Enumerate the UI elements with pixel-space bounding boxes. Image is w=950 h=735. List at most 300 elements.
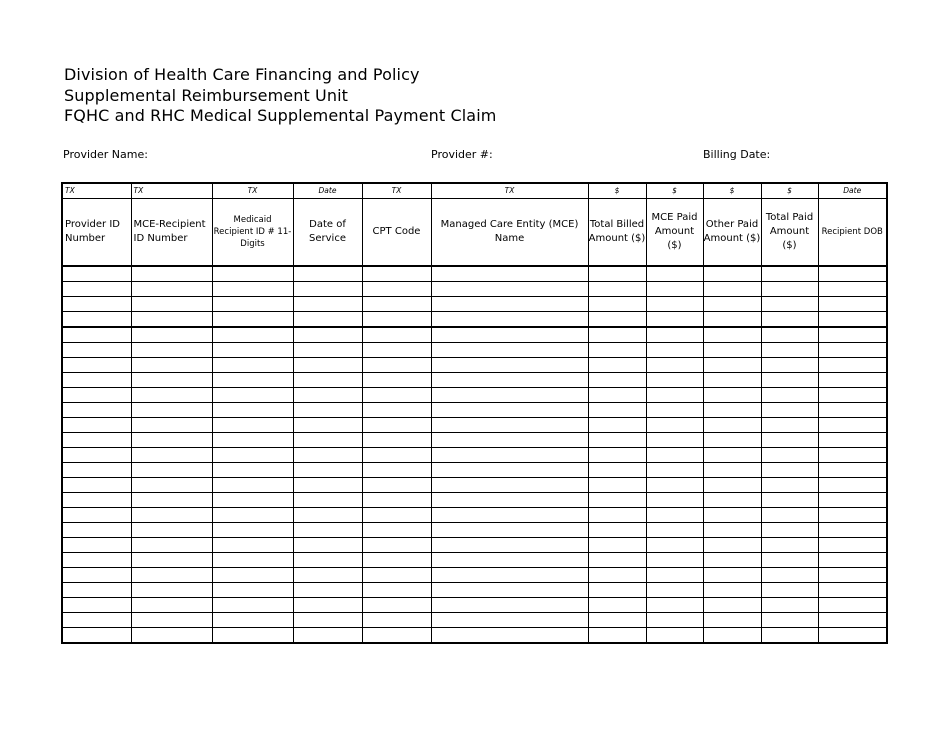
entry-cell[interactable] [62,433,131,448]
entry-cell[interactable] [212,538,293,553]
entry-cell[interactable] [646,418,703,433]
entry-cell[interactable] [131,327,212,343]
entry-cell[interactable] [431,266,588,282]
entry-cell[interactable] [703,448,761,463]
entry-cell[interactable] [62,448,131,463]
entry-cell[interactable] [703,358,761,373]
entry-cell[interactable] [62,373,131,388]
entry-cell[interactable] [362,312,431,328]
entry-cell[interactable] [131,448,212,463]
entry-cell[interactable] [646,493,703,508]
entry-cell[interactable] [588,628,646,644]
type-cell: Date [818,183,887,199]
entry-cell[interactable] [818,418,887,433]
column-header: Total Paid Amount ($) [761,199,818,267]
entry-cell[interactable] [761,538,818,553]
entry-cell[interactable] [646,523,703,538]
entry-cell[interactable] [588,418,646,433]
entry-cell[interactable] [646,478,703,493]
entry-cell[interactable] [362,538,431,553]
entry-cell[interactable] [362,282,431,297]
entry-cell[interactable] [703,343,761,358]
entry-cell[interactable] [588,373,646,388]
entry-cell[interactable] [131,297,212,312]
entry-cell[interactable] [761,433,818,448]
entry-cell[interactable] [62,388,131,403]
entry-cell[interactable] [293,327,362,343]
entry-cell[interactable] [293,433,362,448]
entry-cell[interactable] [588,388,646,403]
entry-cell[interactable] [761,312,818,328]
entry-cell[interactable] [212,568,293,583]
entry-cell[interactable] [212,403,293,418]
entry-cell[interactable] [818,403,887,418]
entry-cell[interactable] [818,508,887,523]
entry-cell[interactable] [62,598,131,613]
entry-cell[interactable] [588,553,646,568]
entry-cell[interactable] [703,523,761,538]
entry-cell[interactable] [818,628,887,644]
field-type-row [62,183,887,199]
entry-cell[interactable] [646,312,703,328]
entry-cell[interactable] [212,433,293,448]
entry-cell[interactable] [703,282,761,297]
column-header: Provider ID Number [62,199,131,267]
entry-cell[interactable] [362,358,431,373]
table-row [62,266,887,282]
entry-cell[interactable] [703,583,761,598]
entry-cell[interactable] [703,493,761,508]
entry-cell[interactable] [431,523,588,538]
entry-cell[interactable] [703,297,761,312]
entry-cell[interactable] [62,282,131,297]
entry-cell[interactable] [761,508,818,523]
entry-cell[interactable] [431,282,588,297]
entry-cell[interactable] [646,583,703,598]
table-row [62,568,887,583]
entry-cell[interactable] [293,553,362,568]
entry-cell[interactable] [588,568,646,583]
entry-cell[interactable] [62,463,131,478]
unit-title: Supplemental Reimbursement Unit [64,85,349,105]
entry-cell[interactable] [761,343,818,358]
entry-cell[interactable] [212,523,293,538]
entry-cell[interactable] [818,312,887,328]
entry-cell[interactable] [431,598,588,613]
entry-cell[interactable] [293,538,362,553]
entry-cell[interactable] [818,553,887,568]
table-row [62,508,887,523]
entry-cell[interactable] [131,388,212,403]
entry-cell[interactable] [646,508,703,523]
entry-cell[interactable] [293,297,362,312]
entry-cell[interactable] [818,358,887,373]
entry-cell[interactable] [588,358,646,373]
entry-cell[interactable] [646,598,703,613]
entry-cell[interactable] [62,493,131,508]
entry-cell[interactable] [62,297,131,312]
entry-cell[interactable] [818,266,887,282]
entry-cell[interactable] [293,418,362,433]
entry-cell[interactable] [431,493,588,508]
entry-cell[interactable] [62,403,131,418]
entry-cell[interactable] [588,598,646,613]
type-cell: TX [212,183,293,199]
entry-cell[interactable] [131,282,212,297]
entry-cell[interactable] [131,403,212,418]
entry-cell[interactable] [761,282,818,297]
entry-cell[interactable] [62,327,131,343]
entry-cell[interactable] [62,343,131,358]
entry-cell[interactable] [293,312,362,328]
entry-cell[interactable] [131,373,212,388]
entry-cell[interactable] [362,568,431,583]
entry-cell[interactable] [818,478,887,493]
entry-cell[interactable] [588,463,646,478]
entry-cell[interactable] [362,508,431,523]
entry-cell[interactable] [131,583,212,598]
entry-cell[interactable] [588,523,646,538]
entry-cell[interactable] [761,568,818,583]
entry-cell[interactable] [212,297,293,312]
entry-cell[interactable] [646,628,703,644]
form-title-block [64,65,496,127]
type-cell: $ [646,183,703,199]
entry-cell[interactable] [703,312,761,328]
entry-cell[interactable] [431,343,588,358]
entry-cell[interactable] [293,628,362,644]
entry-cell[interactable] [431,373,588,388]
entry-cell[interactable] [62,538,131,553]
entry-cell[interactable] [646,343,703,358]
table-row [62,493,887,508]
entry-cell[interactable] [646,553,703,568]
entry-cell[interactable] [362,418,431,433]
entry-cell[interactable] [293,266,362,282]
entry-cell[interactable] [703,463,761,478]
entry-cell[interactable] [131,553,212,568]
entry-cell[interactable] [761,493,818,508]
entry-cell[interactable] [431,433,588,448]
entry-cell[interactable] [703,403,761,418]
entry-cell[interactable] [362,613,431,628]
entry-cell[interactable] [362,433,431,448]
entry-cell[interactable] [431,312,588,328]
entry-cell[interactable] [703,553,761,568]
entry-cell[interactable] [62,628,131,644]
type-cell: TX [362,183,431,199]
entry-cell[interactable] [588,538,646,553]
entry-cell[interactable] [362,493,431,508]
entry-cell[interactable] [293,598,362,613]
entry-cell[interactable] [362,343,431,358]
entry-cell[interactable] [293,282,362,297]
entry-cell[interactable] [212,388,293,403]
entry-cell[interactable] [761,628,818,644]
division-title: Division of Health Care Financing and Policy [64,65,420,84]
entry-cell[interactable] [362,297,431,312]
entry-cell[interactable] [818,433,887,448]
entry-cell[interactable] [362,598,431,613]
entry-cell[interactable] [761,553,818,568]
entry-cell[interactable] [761,327,818,343]
entry-cell[interactable] [646,403,703,418]
entry-cell[interactable] [131,266,212,282]
entry-cell[interactable] [212,613,293,628]
entry-cell[interactable] [588,312,646,328]
entry-cell[interactable] [703,538,761,553]
entry-cell[interactable] [588,282,646,297]
entry-cell[interactable] [131,523,212,538]
entry-cell[interactable] [362,553,431,568]
entry-cell[interactable] [131,628,212,644]
entry-cell[interactable] [362,523,431,538]
entry-cell[interactable] [588,343,646,358]
entry-cell[interactable] [761,418,818,433]
entry-cell[interactable] [761,358,818,373]
entry-cell[interactable] [362,583,431,598]
entry-cell[interactable] [761,478,818,493]
entry-cell[interactable] [761,266,818,282]
entry-cell[interactable] [293,613,362,628]
entry-cell[interactable] [293,463,362,478]
entry-cell[interactable] [362,266,431,282]
entry-cell[interactable] [293,583,362,598]
type-cell: Date [293,183,362,199]
entry-cell[interactable] [818,463,887,478]
entry-cell[interactable] [212,493,293,508]
entry-cell[interactable] [703,508,761,523]
entry-cell[interactable] [131,613,212,628]
entry-cell[interactable] [362,463,431,478]
entry-cell[interactable] [761,403,818,418]
entry-cell[interactable] [761,373,818,388]
entry-cell[interactable] [293,373,362,388]
entry-cell[interactable] [131,538,212,553]
entry-cell[interactable] [131,433,212,448]
entry-cell[interactable] [362,478,431,493]
entry-cell[interactable] [431,583,588,598]
entry-cell[interactable] [818,282,887,297]
entry-cell[interactable] [62,418,131,433]
entry-cell[interactable] [818,373,887,388]
entry-cell[interactable] [703,266,761,282]
entry-cell[interactable] [362,327,431,343]
entry-cell[interactable] [588,613,646,628]
entry-cell[interactable] [646,538,703,553]
entry-cell[interactable] [362,448,431,463]
entry-cell[interactable] [62,478,131,493]
entry-cell[interactable] [293,478,362,493]
entry-cell[interactable] [212,312,293,328]
entry-cell[interactable] [646,282,703,297]
entry-cell[interactable] [588,266,646,282]
entry-cell[interactable] [646,297,703,312]
entry-cell[interactable] [431,553,588,568]
entry-cell[interactable] [62,523,131,538]
entry-cell[interactable] [703,418,761,433]
entry-cell[interactable] [62,613,131,628]
entry-cell[interactable] [646,568,703,583]
entry-cell[interactable] [212,508,293,523]
entry-cell[interactable] [293,403,362,418]
entry-cell[interactable] [818,613,887,628]
entry-cell[interactable] [818,583,887,598]
table-row [62,523,887,538]
entry-cell[interactable] [212,583,293,598]
entry-cell[interactable] [431,418,588,433]
entry-cell[interactable] [703,568,761,583]
entry-cell[interactable] [761,463,818,478]
entry-cell[interactable] [212,358,293,373]
entry-cell[interactable] [761,583,818,598]
entry-cell[interactable] [293,493,362,508]
table-row [62,478,887,493]
entry-cell[interactable] [362,628,431,644]
entry-cell[interactable] [761,523,818,538]
entry-cell[interactable] [293,388,362,403]
entry-cell[interactable] [818,523,887,538]
entry-cell[interactable] [212,343,293,358]
entry-cell[interactable] [62,312,131,328]
table-row [62,312,887,328]
entry-cell[interactable] [703,388,761,403]
entry-cell[interactable] [131,463,212,478]
entry-cell[interactable] [212,463,293,478]
entry-cell[interactable] [818,327,887,343]
entry-cell[interactable] [818,297,887,312]
entry-cell[interactable] [62,508,131,523]
entry-cell[interactable] [646,463,703,478]
entry-cell[interactable] [212,282,293,297]
entry-cell[interactable] [431,613,588,628]
column-header: Managed Care Entity (MCE) Name [431,199,588,267]
entry-cell[interactable] [588,297,646,312]
entry-cell[interactable] [431,297,588,312]
entry-cell[interactable] [212,478,293,493]
entry-cell[interactable] [646,388,703,403]
entry-cell[interactable] [588,493,646,508]
entry-cell[interactable] [212,327,293,343]
table-row [62,598,887,613]
entry-cell[interactable] [212,448,293,463]
entry-cell[interactable] [431,568,588,583]
entry-cell[interactable] [646,448,703,463]
entry-cell[interactable] [588,433,646,448]
entry-cell[interactable] [588,508,646,523]
entry-cell[interactable] [62,266,131,282]
entry-cell[interactable] [761,388,818,403]
entry-cell[interactable] [588,403,646,418]
entry-cell[interactable] [818,448,887,463]
entry-cell[interactable] [62,583,131,598]
entry-cell[interactable] [293,508,362,523]
entry-cell[interactable] [293,523,362,538]
entry-cell[interactable] [212,598,293,613]
entry-cell[interactable] [62,568,131,583]
entry-cell[interactable] [362,403,431,418]
entry-cell[interactable] [131,312,212,328]
entry-cell[interactable] [703,478,761,493]
entry-cell[interactable] [131,478,212,493]
entry-cell[interactable] [212,418,293,433]
entry-cell[interactable] [703,613,761,628]
entry-cell[interactable] [293,343,362,358]
entry-cell[interactable] [293,568,362,583]
entry-cell[interactable] [212,628,293,644]
entry-cell[interactable] [431,628,588,644]
entry-cell[interactable] [818,598,887,613]
entry-cell[interactable] [818,493,887,508]
entry-cell[interactable] [431,478,588,493]
entry-cell[interactable] [761,297,818,312]
entry-cell[interactable] [646,613,703,628]
entry-cell[interactable] [588,478,646,493]
entry-cell[interactable] [212,373,293,388]
entry-cell[interactable] [646,358,703,373]
entry-cell[interactable] [131,343,212,358]
entry-cell[interactable] [431,403,588,418]
entry-cell[interactable] [761,598,818,613]
entry-cell[interactable] [703,327,761,343]
entry-cell[interactable] [431,358,588,373]
entry-cell[interactable] [62,358,131,373]
entry-cell[interactable] [761,448,818,463]
entry-cell[interactable] [818,538,887,553]
entry-cell[interactable] [646,327,703,343]
entry-cell[interactable] [431,327,588,343]
entry-cell[interactable] [818,568,887,583]
entry-cell[interactable] [362,388,431,403]
entry-cell[interactable] [293,358,362,373]
entry-cell[interactable] [646,266,703,282]
entry-cell[interactable] [131,598,212,613]
entry-cell[interactable] [131,493,212,508]
entry-cell[interactable] [431,463,588,478]
entry-cell[interactable] [818,343,887,358]
entry-cell[interactable] [588,583,646,598]
entry-cell[interactable] [62,553,131,568]
entry-cell[interactable] [761,613,818,628]
type-cell: $ [588,183,646,199]
column-header: Total Billed Amount ($) [588,199,646,267]
entry-cell[interactable] [588,327,646,343]
entry-cell[interactable] [431,448,588,463]
entry-cell[interactable] [646,433,703,448]
entry-cell[interactable] [212,553,293,568]
entry-cell[interactable] [131,358,212,373]
entry-cell[interactable] [703,598,761,613]
entry-cell[interactable] [431,388,588,403]
entry-cell[interactable] [818,388,887,403]
entry-cell[interactable] [131,568,212,583]
entry-cell[interactable] [431,538,588,553]
claim-table [61,182,888,644]
table-row [62,297,887,312]
entry-cell[interactable] [293,448,362,463]
entry-cell[interactable] [703,628,761,644]
entry-cell[interactable] [212,266,293,282]
column-header: MCE-Recipient ID Number [131,199,212,267]
entry-cell[interactable] [431,508,588,523]
entry-cell[interactable] [362,373,431,388]
entry-cell[interactable] [703,373,761,388]
entry-cell[interactable] [703,433,761,448]
entry-cell[interactable] [131,508,212,523]
entry-cell[interactable] [646,373,703,388]
entry-cell[interactable] [131,418,212,433]
entry-cell[interactable] [588,448,646,463]
